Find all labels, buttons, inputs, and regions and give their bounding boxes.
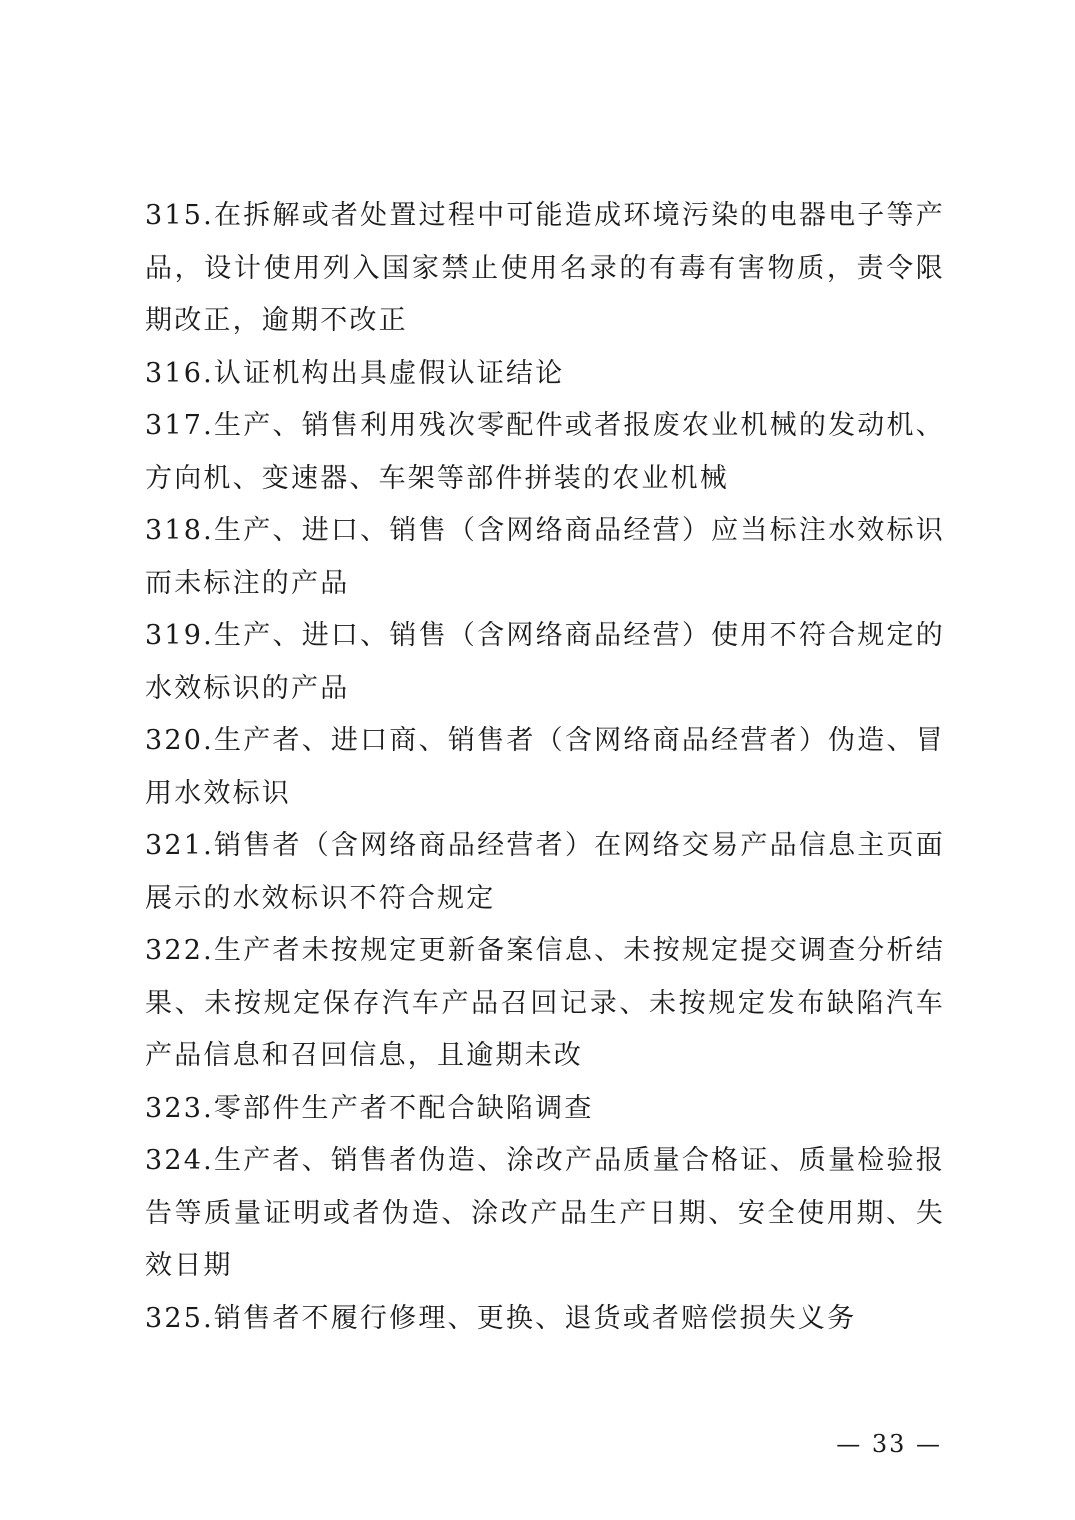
list-item-322: 322.生产者未按规定更新备案信息、未按规定提交调查分析结果、未按规定保存汽车产品召回记录、未按规定发布缺陷汽车产品信息和召回信息，且逾期未改 [145,935,945,1071]
page-number: — 33 — [836,1430,942,1458]
list-item-318: 318.生产、进口、销售（含网络商品经营）应当标注水效标识而未标注的产品 [145,515,945,599]
list-item-319: 319.生产、进口、销售（含网络商品经营）使用不符合规定的水效标识的产品 [145,620,945,704]
list-item-323: 323.零部件生产者不配合缺陷调查 [145,1092,594,1124]
list-item-316: 316.认证机构出具虚假认证结论 [145,357,565,389]
list-item-320: 320.生产者、进口商、销售者（含网络商品经营者）伪造、冒用水效标识 [145,725,945,809]
list-item-325: 325.销售者不履行修理、更换、退货或者赔偿损失义务 [145,1302,857,1334]
list-item-321: 321.销售者（含网络商品经营者）在网络交易产品信息主页面展示的水效标识不符合规定 [145,830,945,914]
document-body [145,190,945,1345]
list-item-324: 324.生产者、销售者伪造、涂改产品质量合格证、质量检验报告等质量证明或者伪造、涂改产品生产日期、安全使用期、失效日期 [145,1145,945,1281]
list-item-317: 317.生产、销售利用残次零配件或者报废农业机械的发动机、方向机、变速器、车架等部件拼装的农业机械 [145,410,945,494]
list-item-315: 315.在拆解或者处置过程中可能造成环境污染的电器电子等产品，设计使用列入国家禁止使用名录的有毒有害物质，责令限期改正，逾期不改正 [145,200,945,336]
